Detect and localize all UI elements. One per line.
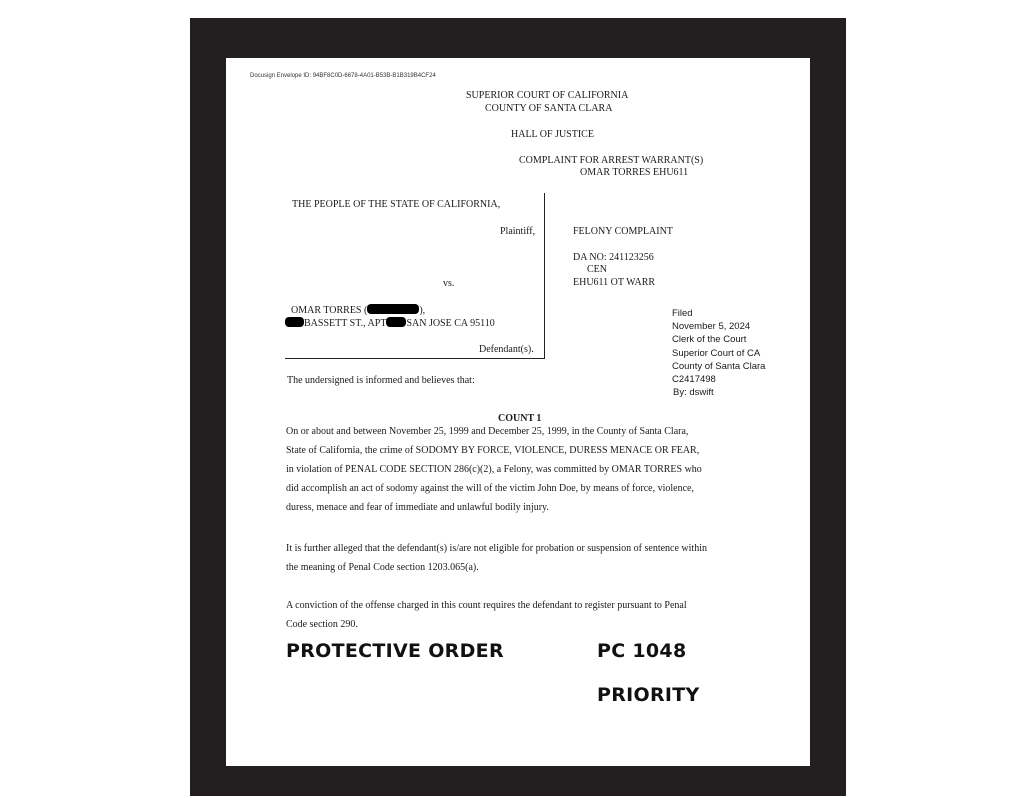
vs-label: vs.	[443, 278, 455, 289]
county-name: COUNTY OF SANTA CLARA	[485, 103, 613, 114]
redaction-mark	[367, 304, 419, 314]
priority-label: PRIORITY	[597, 684, 700, 706]
plaintiff-label: Plaintiff,	[500, 226, 536, 237]
paragraph-line: A conviction of the offense charged in this count requires the defendant to register pursuant to Penal	[286, 600, 687, 611]
paragraph-line: did accomplish an act of sodomy against the will of the victim John Doe, by means of force, violence,	[286, 483, 694, 494]
count-paragraph	[286, 422, 766, 517]
filed-stamp-line: Filed	[672, 308, 693, 319]
intro-text: The undersigned is informed and believes that:	[287, 375, 475, 386]
complaint-title: COMPLAINT FOR ARREST WARRANT(S)	[519, 155, 704, 166]
envelope-id: Docusign Envelope ID: 94BF8C0D-6678-4A01-B53B-B1B319B4CF24	[250, 73, 436, 79]
probation-paragraph	[286, 539, 766, 577]
hall-name: HALL OF JUSTICE	[511, 129, 594, 140]
defendant-name: OMAR TORRES (	[291, 305, 368, 316]
count-heading: COUNT 1	[498, 413, 542, 424]
paragraph-line: in violation of PENAL CODE SECTION 286(c)(2), a Felony, was committed by OMAR TORRES who	[286, 464, 702, 475]
caption-divider	[544, 193, 545, 358]
warrant-code: EHU611 OT WARR	[573, 277, 656, 288]
filed-stamp-line: November 5, 2024	[672, 321, 751, 333]
address-street: BASSETT ST., APT	[304, 318, 387, 329]
address-city: SAN JOSE CA 95110	[406, 318, 495, 329]
defendant-address	[285, 317, 495, 329]
redaction-mark	[386, 317, 406, 327]
filed-stamp-line: Superior Court of CA	[672, 347, 761, 359]
court-name: SUPERIOR COURT OF CALIFORNIA	[466, 90, 629, 101]
cen-label: CEN	[587, 264, 607, 275]
filed-stamp-line: C2417498	[672, 374, 716, 386]
case-type: FELONY COMPLAINT	[573, 226, 673, 237]
defendant-label: Defendant(s).	[479, 344, 534, 355]
paragraph-line: On or about and between November 25, 1999 and December 25, 1999, in the County of Santa Clara,	[286, 426, 689, 437]
register-paragraph	[286, 596, 766, 634]
da-number: DA NO: 241123256	[573, 252, 654, 263]
pc-label: PC 1048	[597, 640, 687, 662]
filed-stamp-line: Clerk of the Court	[672, 334, 747, 346]
defendant-name-line	[291, 304, 425, 316]
redaction-mark	[285, 317, 304, 327]
protective-order-label: PROTECTIVE ORDER	[286, 640, 504, 662]
filed-stamp	[672, 307, 765, 399]
paragraph-line: duress, menace and fear of immediate and unlawful bodily injury.	[286, 502, 549, 513]
complaint-subject: OMAR TORRES EHU611	[580, 167, 689, 178]
paragraph-line: State of California, the crime of SODOMY BY FORCE, VIOLENCE, DURESS MENACE OR FEAR,	[286, 445, 700, 456]
paragraph-line: the meaning of Penal Code section 1203.065(a).	[286, 562, 479, 573]
filed-stamp-line: County of Santa Clara	[672, 360, 766, 372]
caption-underline	[285, 358, 545, 359]
filed-stamp-line: By: dswift	[673, 387, 714, 399]
paragraph-line: Code section 290.	[286, 619, 358, 630]
defendant-name-end: ),	[419, 305, 426, 316]
plaintiff-name: THE PEOPLE OF THE STATE OF CALIFORNIA,	[292, 199, 501, 210]
paragraph-line: It is further alleged that the defendant(s) is/are not eligible for probation or suspension of sentence within	[286, 543, 707, 554]
